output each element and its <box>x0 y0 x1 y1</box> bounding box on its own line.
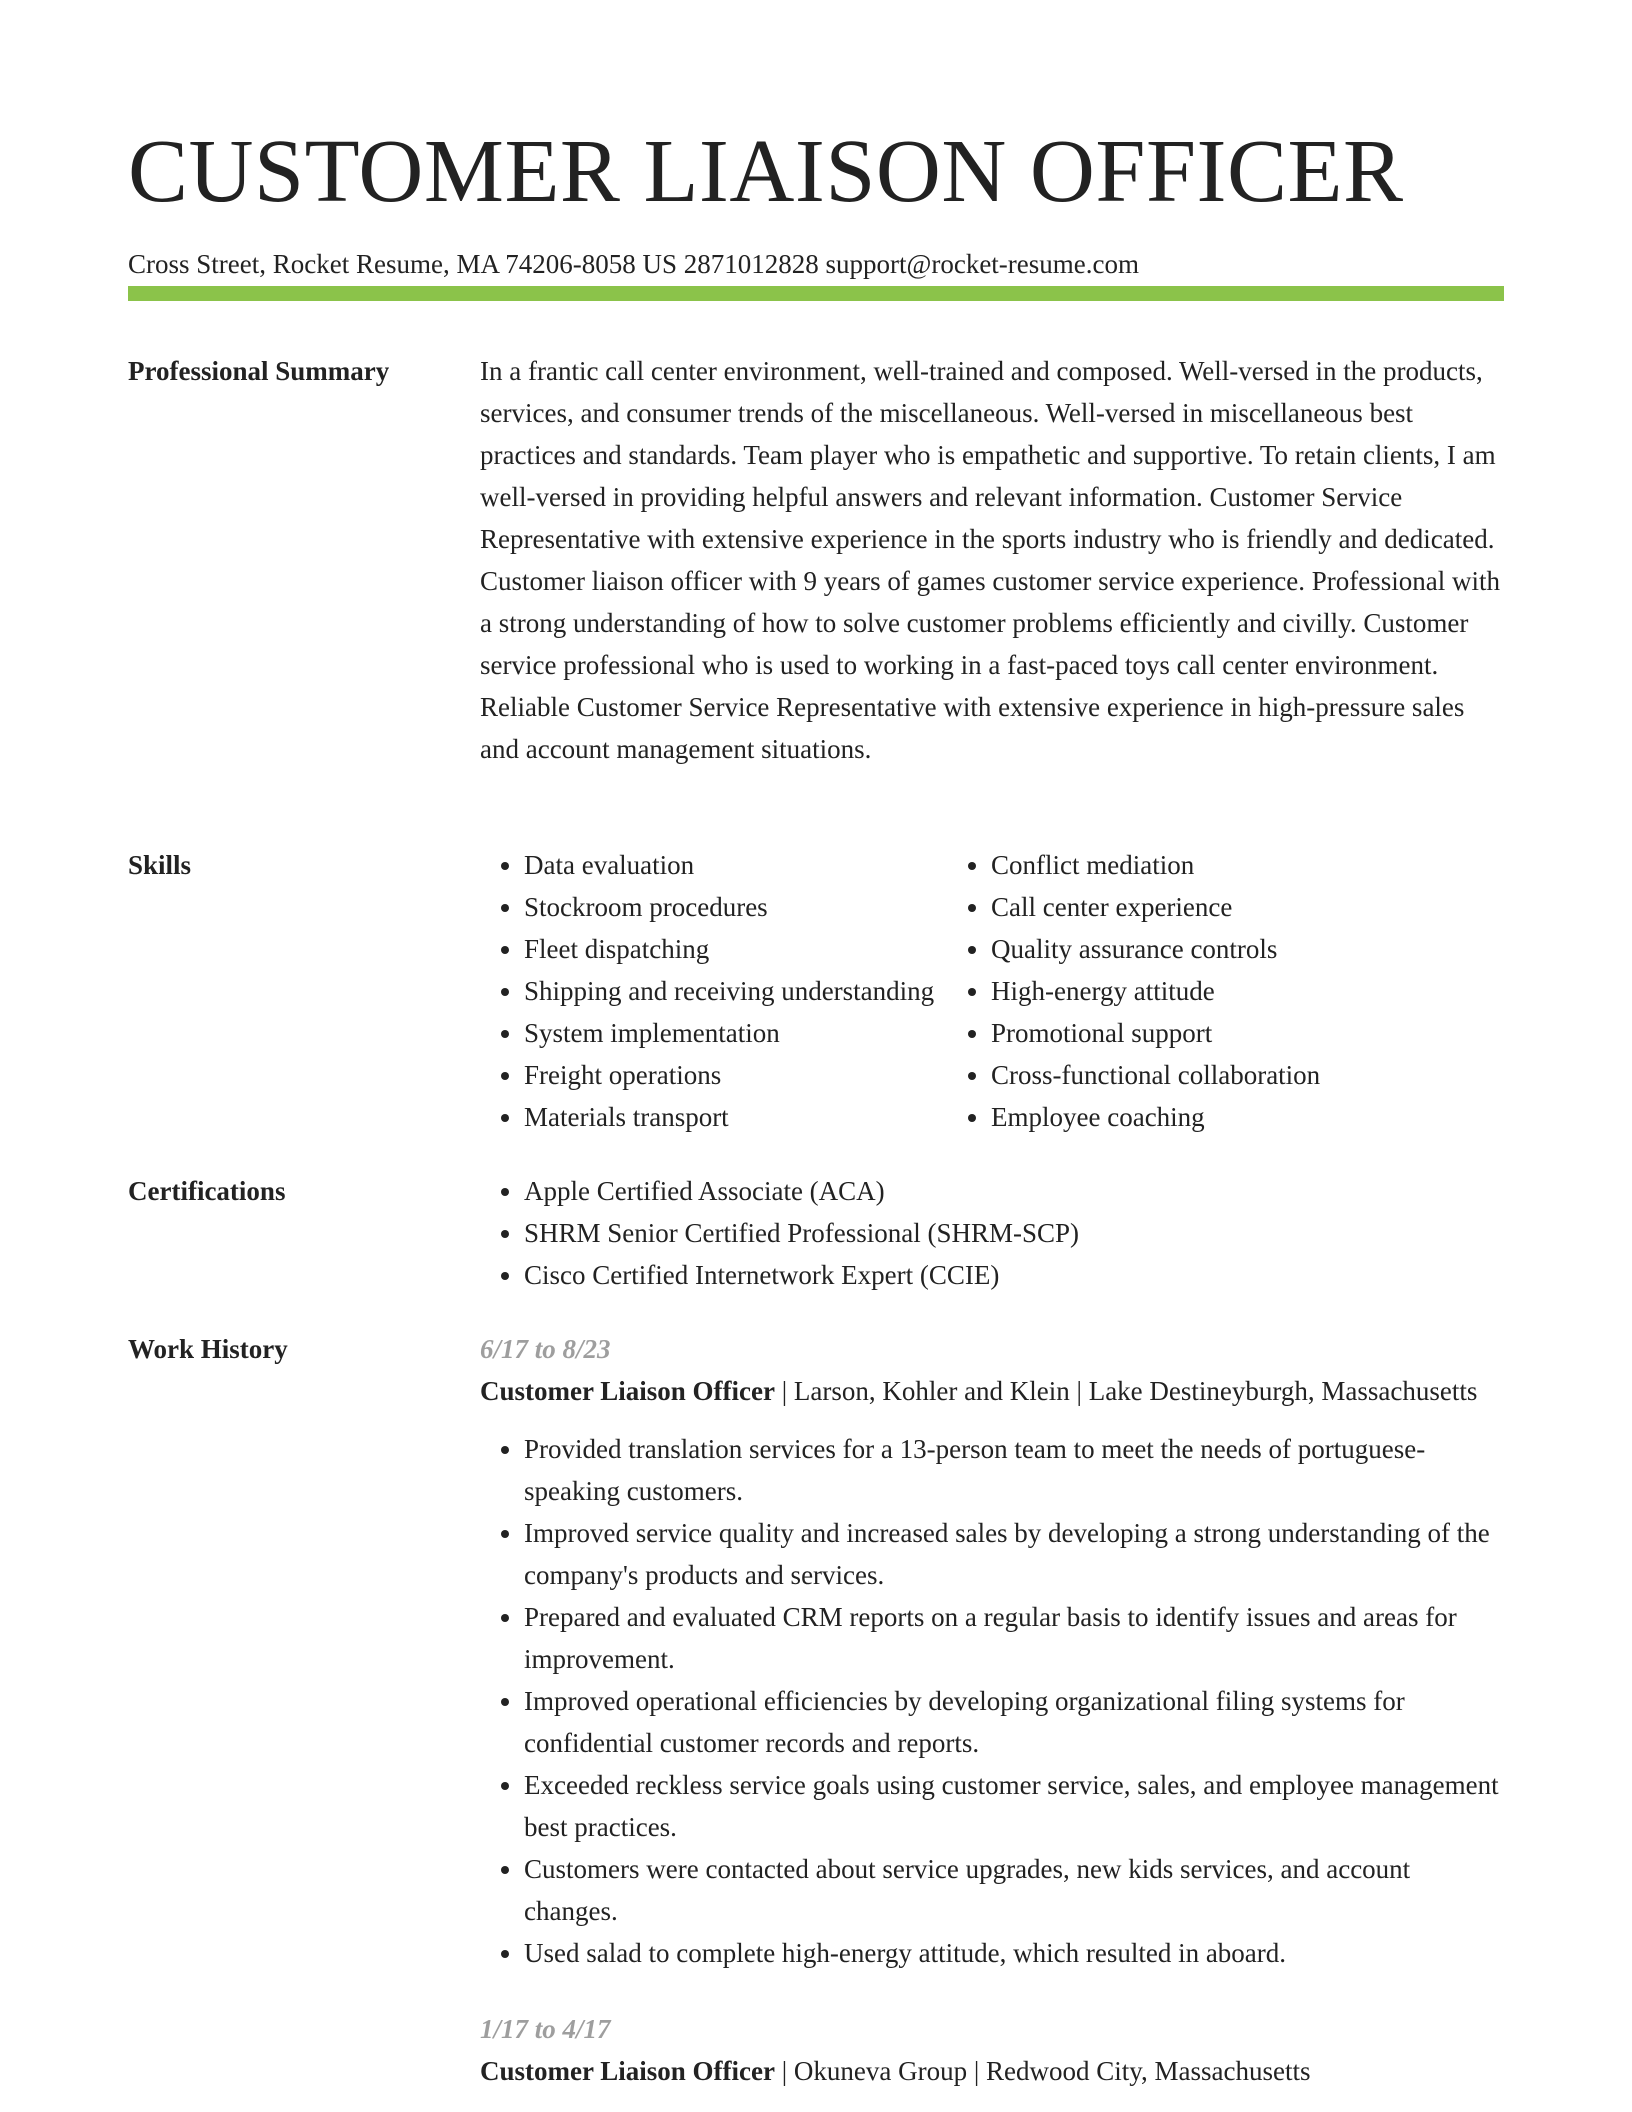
skill-item: • Quality assurance controls <box>991 928 1506 970</box>
job-bullet: • Prepared and evaluated CRM reports on a regular basis to identify issues and areas for improvement. <box>524 1596 1506 1680</box>
certifications-list <box>480 1170 1506 1296</box>
contact-info: Cross Street, Rocket Resume, MA 74206-8058 US 2871012828 support@rocket-resume.com <box>128 249 1139 279</box>
job-heading <box>480 2050 1506 2092</box>
job-title: Customer Liaison Officer <box>480 1376 775 1406</box>
skill-item: • Conflict mediation <box>991 844 1506 886</box>
section-label: Professional Summary <box>128 356 390 386</box>
candidate-name: CUSTOMER LIAISON OFFICER <box>128 122 1404 221</box>
skill-item: • Call center experience <box>991 886 1506 928</box>
job-dates: 1/17 to 4/17 <box>480 2014 611 2044</box>
job-bullet: • Exceeded reckless service goals using customer service, sales, and employee management best practices. <box>524 1764 1506 1848</box>
skill-item: • Stockroom procedures <box>524 886 947 928</box>
job-entry <box>480 1328 1506 1974</box>
skill-item: • Promotional support <box>991 1012 1506 1054</box>
job-bullet: • Customers were contacted about service upgrades, new kids services, and account changes. <box>524 1848 1506 1932</box>
job-details: | Okuneva Group | Redwood City, Massachusetts <box>774 2056 1311 2086</box>
skill-item: • Data evaluation <box>524 844 947 886</box>
skill-item: • Fleet dispatching <box>524 928 947 970</box>
skills-column-2 <box>947 844 1506 1138</box>
skill-item: • Materials transport <box>524 1096 947 1138</box>
summary-content <box>480 350 1506 770</box>
section-label: Work History <box>128 1334 288 1364</box>
job-dates: 6/17 to 8/23 <box>480 1334 611 1364</box>
certification-item: • SHRM Senior Certified Professional (SHRM-SCP) <box>524 1212 1506 1254</box>
skill-item: • Shipping and receiving understanding <box>524 970 947 1012</box>
summary-text: In a frantic call center environment, well-trained and composed. Well-versed in the products, services, and consumer trends of the miscellaneous. Well-versed in miscellaneous best practices and standards. Team player who is empathetic and supportive. To retain clients, I am well-versed in providing helpful answers and relevant information. Customer Service Representative with extensive experience in the sports industry who is friendly and dedicated. Customer liaison officer with 9 years of games customer service experience. Professional with a strong understanding of how to solve customer problems efficiently and civilly. Customer service professional who is used to working in a fast-paced toys call center environment. Reliable Customer Service Representative with extensive experience in high-pressure sales and account management situations. <box>480 356 1500 764</box>
job-bullet: • Provided translation services for a 13-person team to meet the needs of portuguese-speaking customers. <box>524 1428 1506 1512</box>
skills-column-1 <box>480 844 947 1138</box>
work-history-content <box>480 1328 1506 2092</box>
job-entry <box>480 2008 1506 2092</box>
skill-item: • Cross-functional collaboration <box>991 1054 1506 1096</box>
resume-header <box>128 118 1504 282</box>
certification-item: • Apple Certified Associate (ACA) <box>524 1170 1506 1212</box>
certification-item: • Cisco Certified Internetwork Expert (CCIE) <box>524 1254 1506 1296</box>
job-bullets <box>480 1428 1506 1974</box>
skill-item: • High-energy attitude <box>991 970 1506 1012</box>
skills-list <box>480 844 1506 1138</box>
accent-divider <box>128 286 1504 301</box>
job-title: Customer Liaison Officer <box>480 2056 775 2086</box>
job-details: | Larson, Kohler and Klein | Lake Destineyburgh, Massachusetts <box>774 1376 1478 1406</box>
job-bullet: • Used salad to complete high-energy attitude, which resulted in aboard. <box>524 1932 1506 1974</box>
job-bullet: • Improved service quality and increased sales by developing a strong understanding of the company's products and services. <box>524 1512 1506 1596</box>
certifications-content <box>480 1170 1506 1296</box>
skill-item: • Freight operations <box>524 1054 947 1096</box>
section-label: Certifications <box>128 1176 286 1206</box>
job-heading <box>480 1370 1506 1412</box>
section-label: Skills <box>128 850 192 880</box>
skill-item: • System implementation <box>524 1012 947 1054</box>
skill-item: • Employee coaching <box>991 1096 1506 1138</box>
job-bullet: • Improved operational efficiencies by developing organizational filing systems for confidential customer records and reports. <box>524 1680 1506 1764</box>
